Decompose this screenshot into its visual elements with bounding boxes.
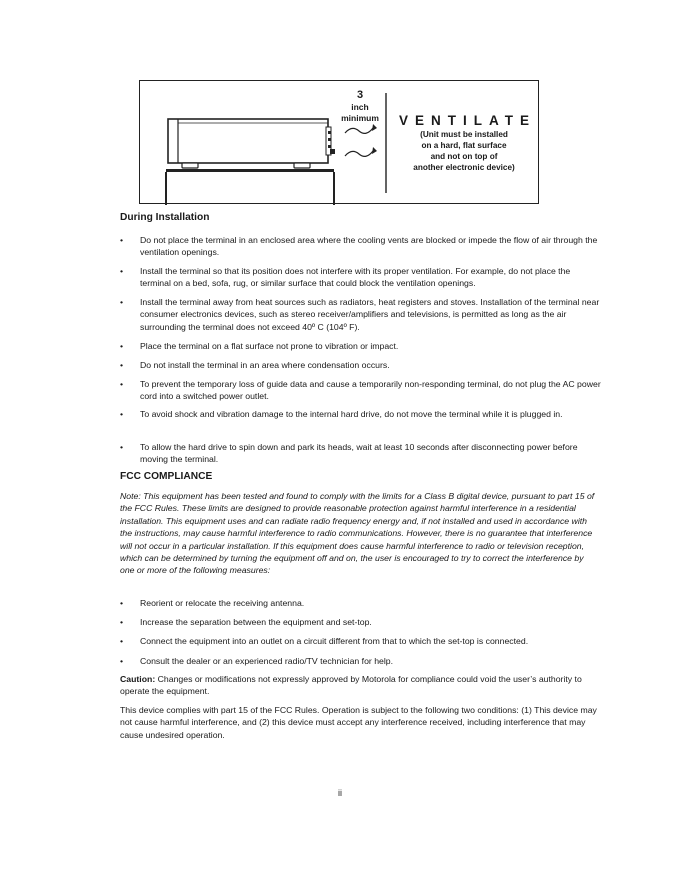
bullet-icon: • [120, 360, 124, 370]
clearance-unit: inch [351, 102, 369, 112]
caution-text: Changes or modifications not expressly approved by Motorola for compliance could void the user’s authority to operate the equipment. [120, 674, 582, 697]
clearance-label: minimum [341, 113, 379, 123]
during-installation-heading: During Installation [120, 212, 210, 223]
list-item-text: Do not place the terminal in an enclosed area where the cooling vents are blocked or impede the flow of air through the ventilation openings. [140, 235, 598, 258]
airflow-arrow-upper-icon [345, 124, 377, 133]
list-item-text: Do not install the terminal in an area where condensation occurs. [140, 360, 390, 370]
list-item-text: To prevent the temporary loss of guide data and cause a temporarily non-responding terminal, do not plug the AC power cord into a switched power outlet. [140, 379, 601, 402]
airflow-arrow-lower-icon [345, 147, 377, 156]
fcc-note-paragraph: Note: This equipment has been tested and found to comply with the limits for a Class B digital device, pursuant to part 15 of the FCC Rules. These limits are designed to provide reasonable protection against harmful interference in a residential installation. This equipment uses and can radiate radio frequency energy and, if not installed and used in accordance with the instructions, may cause harmful interference to radio communications. However, there is no guarantee that interference will not occur in a particular installation. If this equipment does cause harmful interference to radio or television reception, which can be determined by turning the equipment off and on, the user is encouraged to try to correct the interference by one or more of the following measures: [120, 491, 595, 576]
bullet-icon: • [120, 409, 124, 419]
terminal-illustration [168, 119, 335, 168]
list-item-text: Consult the dealer or an experienced radio/TV technician for help. [140, 656, 394, 666]
ventilation-figure [139, 80, 539, 204]
ventilate-note-line: and not on top of [430, 152, 498, 161]
list-item-text: Install the terminal away from heat sources such as radiators, heat registers and stoves. Installation of the terminal near consumer electronics devices, such as stereo receiver/amplifiers and televisions, is permitted as long as the air surrounding the terminal does not exceed 40º C (104º F). [140, 297, 600, 332]
bullet-icon: • [120, 379, 124, 389]
bullet-icon: • [120, 297, 124, 307]
list-item-text: Install the terminal so that its position does not interfere with its proper ventilation. For example, do not place the terminal on a bed, sofa, rug, or similar surface that could block the ventilation openings. [140, 266, 571, 289]
bullet-icon: • [120, 617, 124, 627]
shelf-top [166, 169, 334, 172]
clearance-number: 3 [356, 89, 364, 101]
ventilate-title: VENTILATE [399, 113, 536, 128]
list-item-text: To avoid shock and vibration damage to the internal hard drive, do not move the terminal while it is plugged in. [140, 409, 563, 419]
bullet-icon: • [120, 235, 124, 245]
fcc-statement-paragraph: This device complies with part 15 of the FCC Rules. Operation is subject to the following two conditions: (1) This device may not cause harmful interference, and (2) this device must accept any interference received, including interference that may cause undesired operation. [120, 705, 597, 740]
ventilate-note-line: (Unit must be installed [420, 130, 508, 139]
bullet-icon: • [120, 656, 124, 666]
bullet-icon: • [120, 598, 124, 608]
fcc-compliance-heading: FCC COMPLIANCE [120, 471, 213, 482]
caution-label: Caution: [120, 674, 156, 684]
bullet-icon: • [120, 636, 124, 646]
caution-paragraph [120, 673, 600, 698]
list-item-text: Reorient or relocate the receiving antenna. [140, 598, 305, 608]
list-item-text: Increase the separation between the equipment and set-top. [140, 617, 372, 627]
bullet-icon: • [120, 442, 124, 452]
ventilate-note-line: another electronic device) [413, 163, 515, 172]
ventilate-note-line: on a hard, flat surface [421, 141, 507, 150]
list-item-text: To allow the hard drive to spin down and park its heads, wait at least 10 seconds after disconnecting power before moving the terminal. [140, 442, 578, 465]
list-item-text: Connect the equipment into an outlet on a circuit different from that to which the set-top is connected. [140, 636, 529, 646]
list-item-text: Place the terminal on a flat surface not prone to vibration or impact. [140, 341, 399, 351]
bullet-icon: • [120, 266, 124, 276]
bullet-icon: • [120, 341, 124, 351]
page-number: ii [338, 788, 342, 798]
